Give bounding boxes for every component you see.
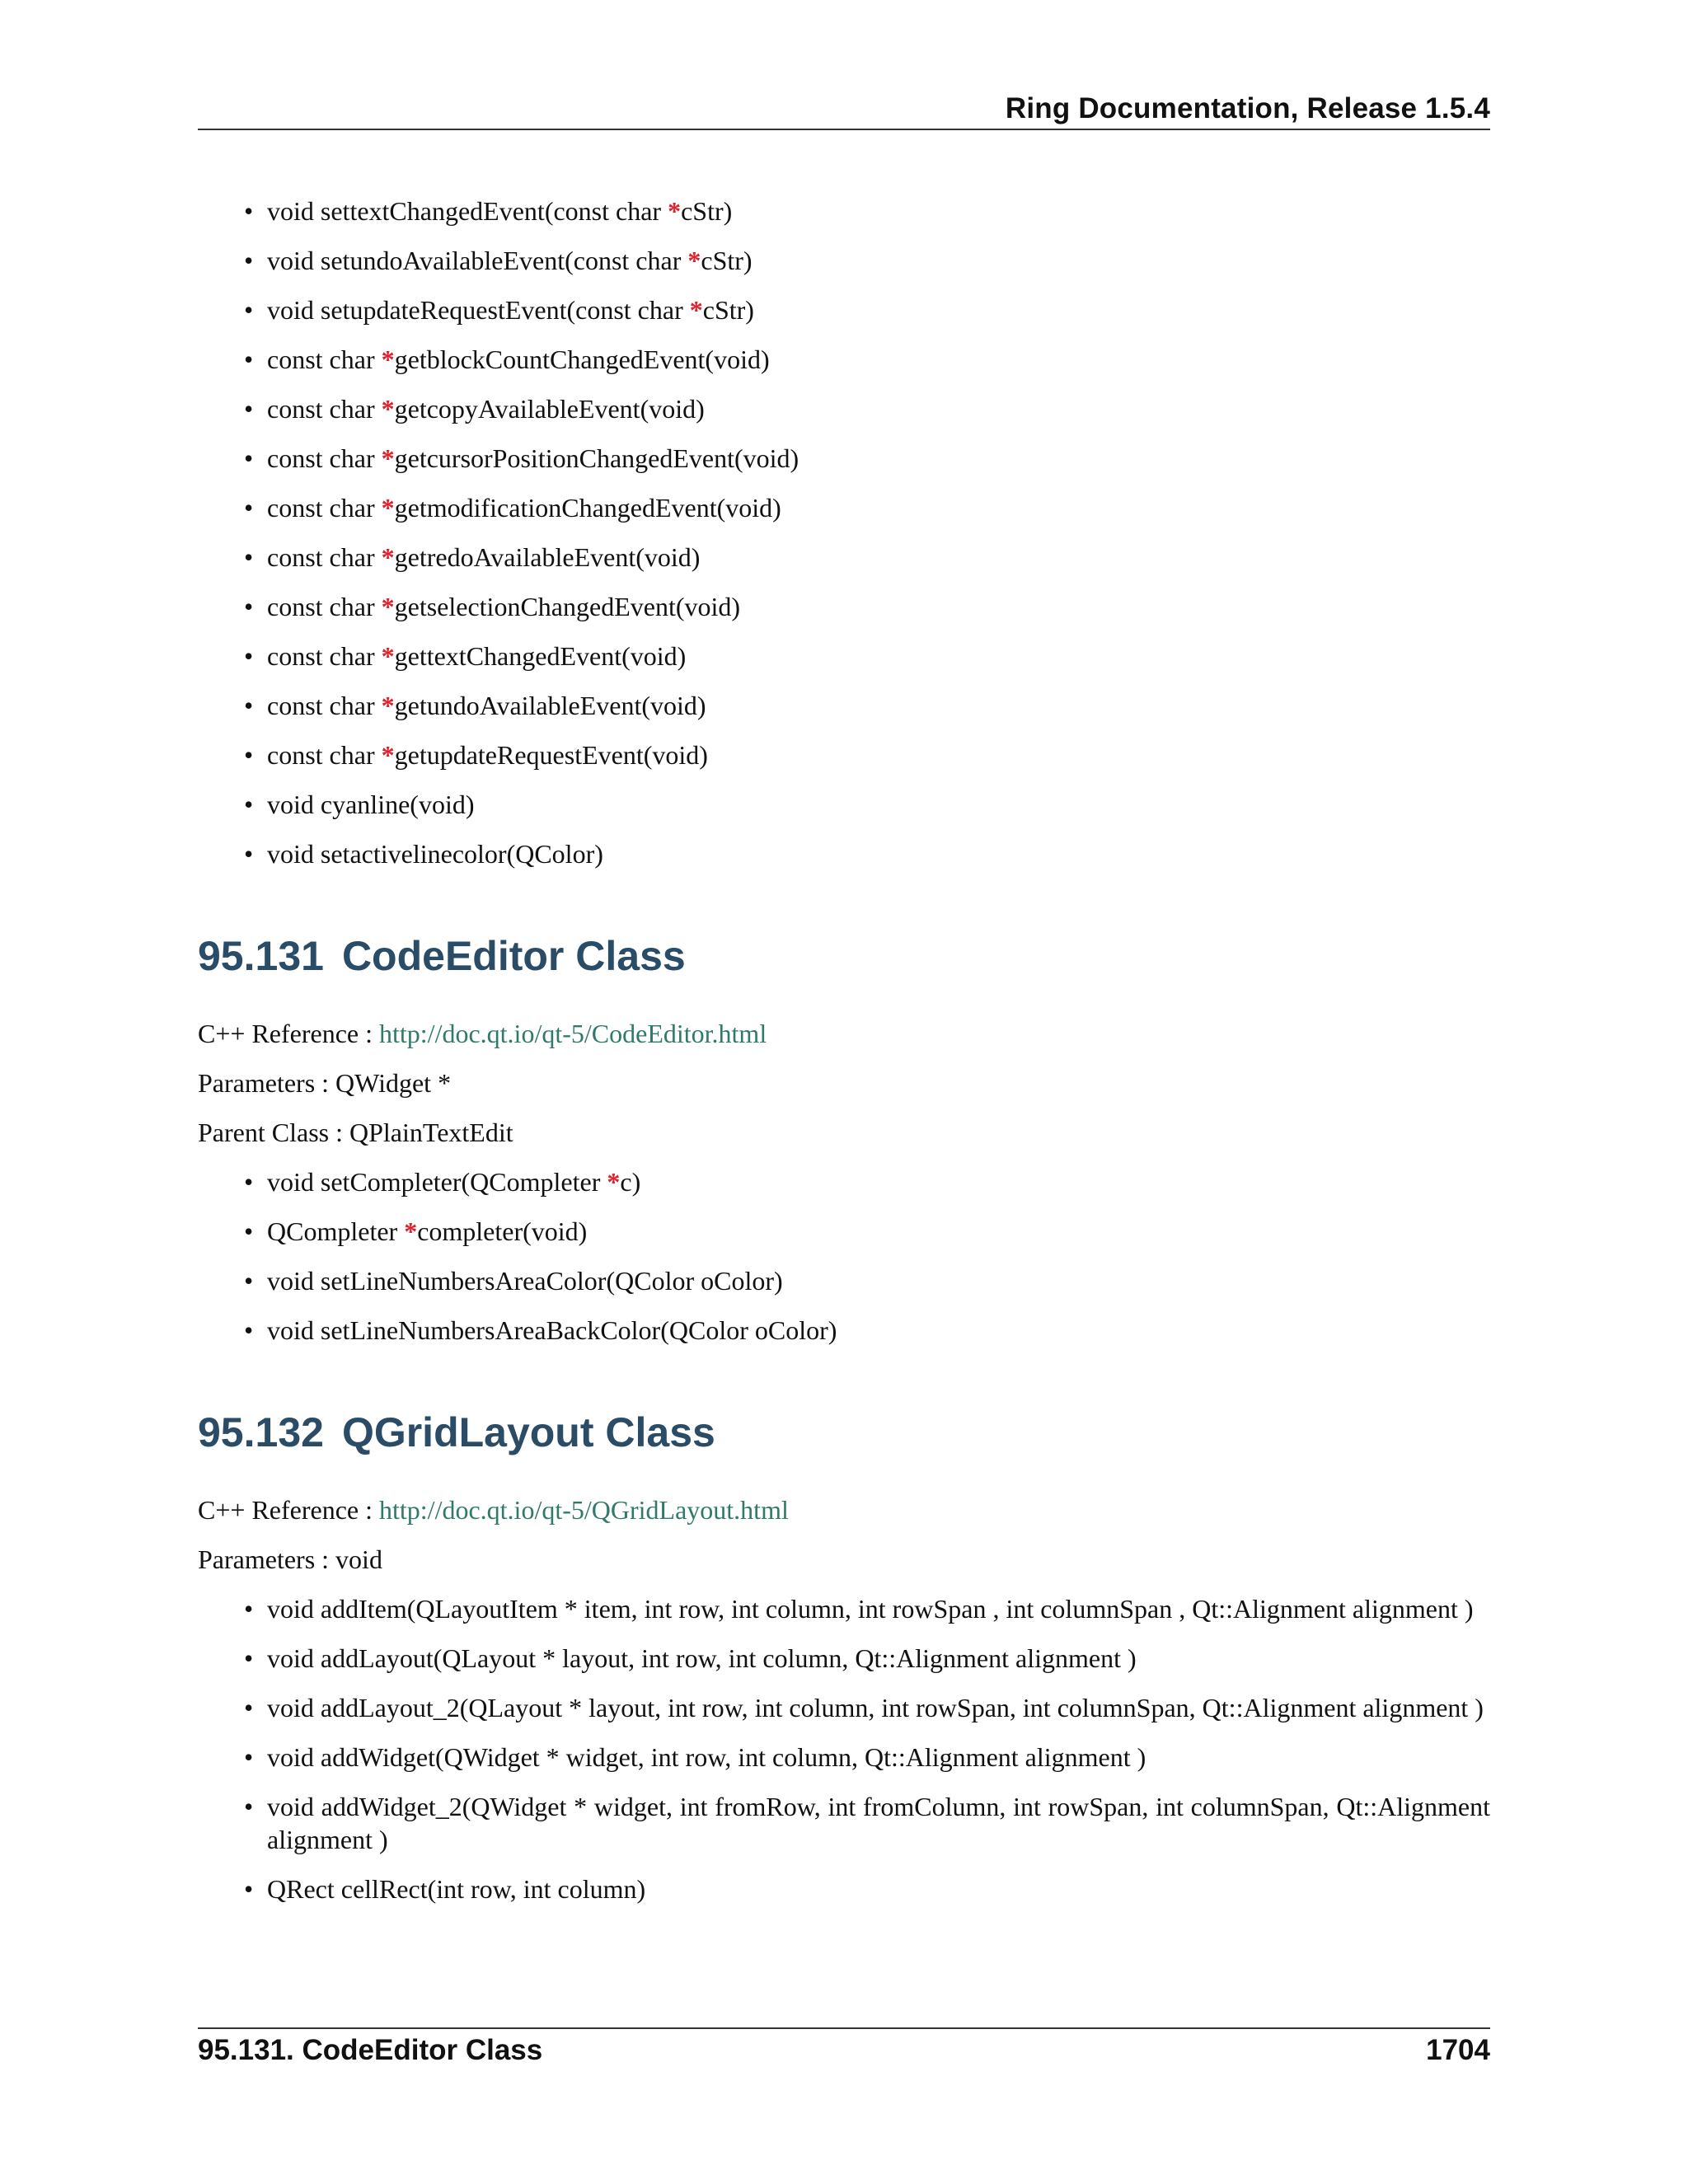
method-item: • const char *getundoAvailableEvent(void) bbox=[244, 691, 706, 720]
method-item: • void addItem(QLayoutItem * item, int row, int column, int rowSpan , int columnSpan , Qt::Alignment alignment ) bbox=[244, 1594, 1474, 1624]
bullet-icon: • bbox=[244, 641, 254, 671]
method-list-continued bbox=[198, 194, 1490, 870]
bullet-icon: • bbox=[244, 1167, 254, 1197]
method-item: • const char *getmodificationChangedEvent(void) bbox=[244, 493, 781, 523]
footer-rule bbox=[198, 2027, 1490, 2029]
method-item: • void settextChangedEvent(const char *cStr) bbox=[244, 196, 733, 226]
method-item: • void addLayout_2(QLayout * layout, int row, int column, int rowSpan, int columnSpan, Qt::Alignment alignment ) bbox=[244, 1693, 1484, 1722]
bullet-icon: • bbox=[244, 790, 254, 819]
method-item: • void addWidget(QWidget * widget, int row, int column, Qt::Alignment alignment ) bbox=[244, 1742, 1146, 1772]
method-item: • void setupdateRequestEvent(const char *cStr) bbox=[244, 295, 754, 325]
section-heading-codeeditor: 95.131 CodeEditor Class bbox=[198, 933, 686, 979]
bullet-icon: • bbox=[244, 1693, 254, 1722]
bullet-icon: • bbox=[244, 344, 254, 374]
bullet-icon: • bbox=[244, 691, 254, 720]
method-list-codeeditor bbox=[198, 1165, 1490, 1347]
method-item: • void setundoAvailableEvent(const char *cStr) bbox=[244, 246, 753, 275]
bullet-icon: • bbox=[244, 443, 254, 473]
method-item: • void cyanline(void) bbox=[244, 790, 475, 819]
method-item: • const char *getupdateRequestEvent(void) bbox=[244, 740, 708, 770]
bullet-icon: • bbox=[244, 1594, 254, 1624]
section-heading-qgridlayout: 95.132 QGridLayout Class bbox=[198, 1409, 715, 1455]
method-item: • void setactivelinecolor(QColor) bbox=[244, 839, 603, 869]
method-item: • void addWidget_2(QWidget * widget, int fromRow, int fromColumn, int rowSpan, int columnSpan, Qt::Alignment alignment ) bbox=[244, 1792, 1490, 1854]
bullet-icon: • bbox=[244, 1315, 254, 1345]
parameters: Parameters : QWidget * bbox=[198, 1068, 452, 1098]
bullet-icon: • bbox=[244, 542, 254, 572]
method-item: • const char *getcursorPositionChangedEvent(void) bbox=[244, 443, 799, 473]
bullet-icon: • bbox=[244, 592, 254, 621]
method-item: • QRect cellRect(int row, int column) bbox=[244, 1874, 646, 1904]
cpp-reference: C++ Reference : http://doc.qt.io/qt-5/CodeEditor.html bbox=[198, 1019, 767, 1048]
bullet-icon: • bbox=[244, 1216, 254, 1246]
method-item: • const char *getselectionChangedEvent(void) bbox=[244, 592, 741, 621]
bullet-icon: • bbox=[244, 246, 254, 275]
bullet-icon: • bbox=[244, 740, 254, 770]
parent-class: Parent Class : QPlainTextEdit bbox=[198, 1118, 513, 1147]
method-item: • const char *getcopyAvailableEvent(void) bbox=[244, 394, 705, 424]
bullet-icon: • bbox=[244, 1792, 254, 1821]
method-item: • void setLineNumbersAreaBackColor(QColor oColor) bbox=[244, 1315, 837, 1345]
page-content bbox=[198, 194, 1490, 1922]
method-item: • void setLineNumbersAreaColor(QColor oColor) bbox=[244, 1266, 783, 1296]
bullet-icon: • bbox=[244, 1742, 254, 1772]
page-number: 1704 bbox=[1426, 2034, 1490, 2066]
bullet-icon: • bbox=[244, 1643, 254, 1673]
running-header: Ring Documentation, Release 1.5.4 bbox=[1005, 92, 1490, 124]
cpp-reference: C++ Reference : http://doc.qt.io/qt-5/QGridLayout.html bbox=[198, 1495, 789, 1525]
method-item: • void addLayout(QLayout * layout, int row, int column, Qt::Alignment alignment ) bbox=[244, 1643, 1137, 1673]
method-item: • const char *gettextChangedEvent(void) bbox=[244, 641, 687, 671]
bullet-icon: • bbox=[244, 493, 254, 523]
cpp-reference-link[interactable]: http://doc.qt.io/qt-5/QGridLayout.html bbox=[379, 1495, 789, 1525]
method-item: • QCompleter *completer(void) bbox=[244, 1216, 588, 1246]
cpp-reference-link[interactable]: http://doc.qt.io/qt-5/CodeEditor.html bbox=[379, 1019, 767, 1048]
method-item: • const char *getblockCountChangedEvent(void) bbox=[244, 344, 770, 374]
bullet-icon: • bbox=[244, 1874, 254, 1904]
method-item: • void setCompleter(QCompleter *c) bbox=[244, 1167, 641, 1197]
bullet-icon: • bbox=[244, 839, 254, 869]
footer-section-title: 95.131. CodeEditor Class bbox=[198, 2034, 543, 2066]
method-list-qgridlayout bbox=[198, 1592, 1490, 1905]
document-page bbox=[198, 0, 1490, 2184]
method-item: • const char *getredoAvailableEvent(void) bbox=[244, 542, 701, 572]
bullet-icon: • bbox=[244, 295, 254, 325]
bullet-icon: • bbox=[244, 394, 254, 424]
parameters: Parameters : void bbox=[198, 1544, 382, 1574]
bullet-icon: • bbox=[244, 1266, 254, 1296]
header-rule bbox=[198, 129, 1490, 130]
bullet-icon: • bbox=[244, 196, 254, 226]
